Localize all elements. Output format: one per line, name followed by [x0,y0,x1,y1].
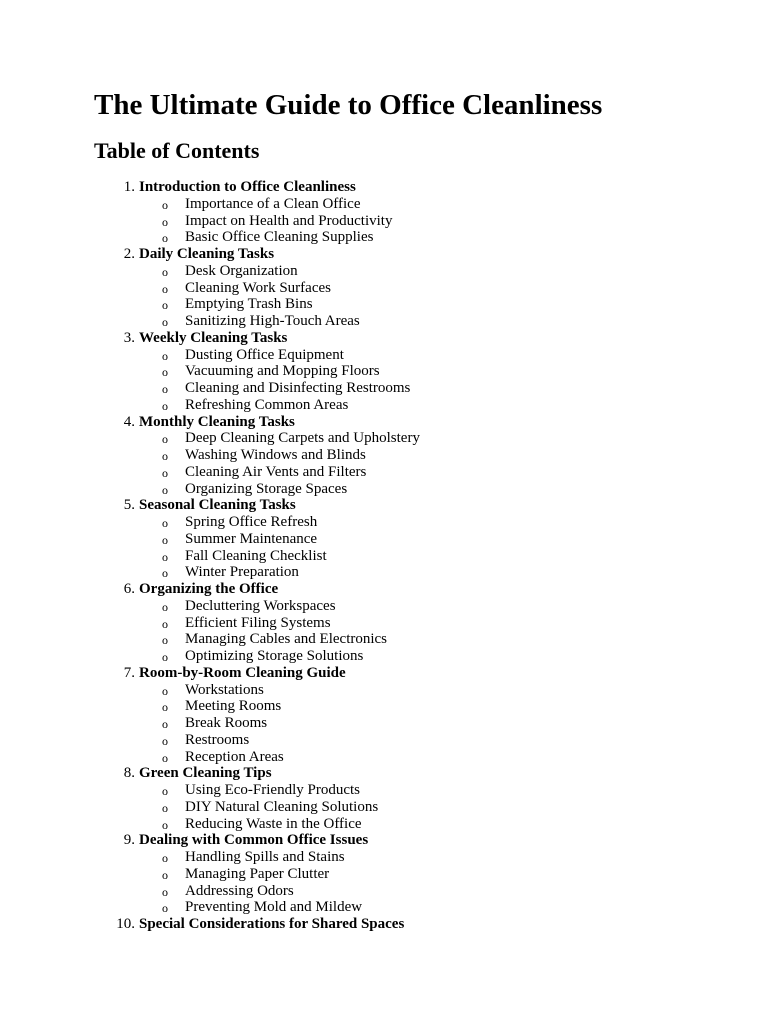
toc-subsection-label: Cleaning Air Vents and Filters [185,463,367,480]
hollow-circle-bullet-icon: o [162,516,168,530]
toc-subsection-item [0,749,768,766]
toc-subsection-label: Spring Office Refresh [185,514,318,530]
toc-section-number: 8. [123,765,135,782]
toc-section-row [0,581,768,598]
toc-subsection-label: Winter Preparation [185,564,299,581]
hollow-circle-bullet-icon: o [162,784,168,798]
toc-section-title: Monthly Cleaning Tasks [139,413,295,430]
hollow-circle-bullet-icon: o [162,683,168,698]
hollow-circle-bullet-icon: o [162,231,168,246]
toc-subsection-item [0,313,768,330]
toc-section [0,179,768,246]
document-title: The Ultimate Guide to Office Cleanliness [94,89,603,121]
hollow-circle-bullet-icon: o [162,197,168,212]
toc-subsection-label: Vacuuming and Mopping Floors [185,363,380,380]
toc-subsection-label: Desk Organization [185,262,298,279]
toc-subsection-item [0,296,768,313]
toc-subsection-list [0,263,768,330]
toc-subsection-item [0,615,768,632]
toc-section-row [0,665,768,682]
hollow-circle-bullet-icon: o [162,382,168,396]
toc-subsection-item [0,430,768,447]
toc-subsection-label: Optimizing Storage Solutions [185,648,364,664]
toc-subsection-label: Importance of a Clean Office [185,195,361,212]
hollow-circle-bullet-icon: o [162,901,168,916]
toc-subsection-item [0,531,768,548]
toc-section-row [0,497,768,514]
toc-section [0,330,768,414]
hollow-circle-bullet-icon: o [162,650,168,664]
toc-subsection-label: Reception Areas [185,748,284,765]
hollow-circle-bullet-icon: o [162,315,168,329]
toc-subsection-item [0,347,768,364]
toc-subsection-item [0,263,768,280]
hollow-circle-bullet-icon: o [162,432,168,447]
hollow-circle-bullet-icon: o [162,214,168,229]
toc-subsection-label: Cleaning and Disinfecting Restrooms [185,380,411,396]
toc-section-title: Room-by-Room Cleaning Guide [139,664,346,681]
hollow-circle-bullet-icon: o [162,633,168,648]
toc-subsection-label: DIY Natural Cleaning Solutions [185,798,379,815]
toc-subsection-label: Handling Spills and Stains [185,849,345,865]
toc-subsection-list [0,196,768,246]
toc-subsection-label: Managing Cables and Electronics [185,631,388,648]
toc-subsection-item [0,514,768,531]
toc-section [0,916,768,933]
toc-subsection-label: Restrooms [185,731,250,748]
toc-section-row [0,246,768,263]
toc-subsection-item [0,866,768,883]
toc-section-number: 7. [123,664,135,681]
toc-subsection-item [0,648,768,665]
toc-subsection-label: Impact on Health and Productivity [185,212,393,229]
toc-section [0,497,768,581]
hollow-circle-bullet-icon: o [162,884,168,899]
toc-section-title: Organizing the Office [139,581,279,597]
toc-subsection-item [0,631,768,648]
toc-section [0,665,768,766]
toc-subsection-label: Organizing Storage Spaces [185,480,348,497]
toc-subsection-item [0,899,768,916]
toc-subsection-label: Summer Maintenance [185,530,318,547]
toc-section-title: Introduction to Office Cleanliness [139,179,356,195]
toc-subsection-label: Deep Cleaning Carpets and Upholstery [185,430,420,447]
toc-subsection-list [0,598,768,665]
toc-subsection-list [0,514,768,581]
toc-heading: Table of Contents [94,138,260,163]
toc-subsection-label: Workstations [185,681,264,698]
toc-subsection-item [0,548,768,565]
toc-subsection-item [0,598,768,615]
toc-subsection-label: Preventing Mold and Mildew [185,899,363,916]
hollow-circle-bullet-icon: o [162,365,168,380]
toc-section-number: 6. [123,581,135,597]
hollow-circle-bullet-icon: o [162,449,168,463]
toc-subsection-item [0,213,768,230]
toc-section [0,414,768,498]
toc-subsection-label: Emptying Trash Bins [185,296,313,313]
toc-section-row [0,414,768,431]
hollow-circle-bullet-icon: o [162,398,168,413]
toc-section-number: 5. [123,497,135,514]
toc-section [0,581,768,665]
toc-subsection-item [0,196,768,213]
toc-section-title: Special Considerations for Shared Spaces [139,916,405,932]
toc-subsection-label: Cleaning Work Surfaces [185,279,331,296]
hollow-circle-bullet-icon: o [162,733,168,748]
toc-subsection-list [0,430,768,497]
toc-subsection-item [0,280,768,297]
toc-subsection-label: Using Eco-Friendly Products [185,782,360,798]
toc-subsection-list [0,849,768,916]
toc-subsection-item [0,481,768,498]
toc-subsection-label: Refreshing Common Areas [185,396,349,413]
toc-section-number: 2. [123,246,135,262]
hollow-circle-bullet-icon: o [162,599,168,614]
toc-subsection-item [0,380,768,397]
hollow-circle-bullet-icon: o [162,465,168,480]
toc-subsection-label: Addressing Odors [185,882,294,899]
toc-section-title: Weekly Cleaning Tasks [139,329,288,346]
toc-subsection-item [0,799,768,816]
toc-subsection-label: Decluttering Workspaces [185,597,336,614]
hollow-circle-bullet-icon: o [162,867,168,882]
toc-subsection-item [0,883,768,900]
toc-section-row [0,330,768,347]
hollow-circle-bullet-icon: o [162,717,168,731]
toc-subsection-item [0,816,768,833]
toc-subsection-item [0,464,768,481]
hollow-circle-bullet-icon: o [162,616,168,631]
toc-section-row [0,765,768,782]
toc-subsection-label: Basic Office Cleaning Supplies [185,229,374,246]
toc-subsection-label: Efficient Filing Systems [185,614,331,631]
hollow-circle-bullet-icon: o [162,348,168,363]
hollow-circle-bullet-icon: o [162,800,168,815]
hollow-circle-bullet-icon: o [162,532,168,547]
hollow-circle-bullet-icon: o [162,817,168,832]
table-of-contents [0,179,768,933]
toc-subsection-label: Fall Cleaning Checklist [185,547,327,564]
toc-section-title: Dealing with Common Office Issues [139,832,369,849]
toc-subsection-item [0,447,768,464]
toc-subsection-list [0,682,768,766]
toc-section-title: Green Cleaning Tips [139,765,272,782]
toc-section-row [0,179,768,196]
toc-subsection-label: Reducing Waste in the Office [185,815,362,832]
toc-section-title: Daily Cleaning Tasks [139,246,275,262]
hollow-circle-bullet-icon: o [162,549,168,564]
toc-subsection-item [0,715,768,732]
hollow-circle-bullet-icon: o [162,281,168,296]
toc-subsection-item [0,397,768,414]
toc-subsection-item [0,849,768,866]
toc-subsection-label: Washing Windows and Blinds [185,447,366,463]
toc-subsection-item [0,229,768,246]
hollow-circle-bullet-icon: o [162,482,168,497]
toc-subsection-item [0,732,768,749]
toc-subsection-list [0,782,768,832]
toc-section-number: 3. [123,329,135,346]
toc-subsection-label: Dusting Office Equipment [185,346,344,363]
toc-section-row [0,916,768,933]
hollow-circle-bullet-icon: o [162,750,168,765]
toc-subsection-item [0,682,768,699]
toc-subsection-item [0,363,768,380]
hollow-circle-bullet-icon: o [162,700,168,715]
toc-subsection-list [0,347,768,414]
toc-subsection-item [0,782,768,799]
toc-section-number: 10. [116,916,135,932]
toc-subsection-label: Meeting Rooms [185,698,282,715]
toc-subsection-label: Sanitizing High-Touch Areas [185,313,360,329]
toc-section [0,765,768,832]
toc-subsection-label: Managing Paper Clutter [185,865,330,882]
toc-section-number: 4. [123,413,135,430]
toc-section-title: Seasonal Cleaning Tasks [139,497,296,514]
toc-subsection-item [0,698,768,715]
hollow-circle-bullet-icon: o [162,298,168,313]
toc-section [0,246,768,330]
toc-section-row [0,832,768,849]
toc-section-number: 9. [123,832,135,849]
hollow-circle-bullet-icon: o [162,264,168,279]
hollow-circle-bullet-icon: o [162,851,168,865]
toc-section-number: 1. [123,179,135,195]
toc-subsection-item [0,564,768,581]
hollow-circle-bullet-icon: o [162,566,168,581]
toc-subsection-label: Break Rooms [185,715,268,731]
toc-section [0,832,768,916]
